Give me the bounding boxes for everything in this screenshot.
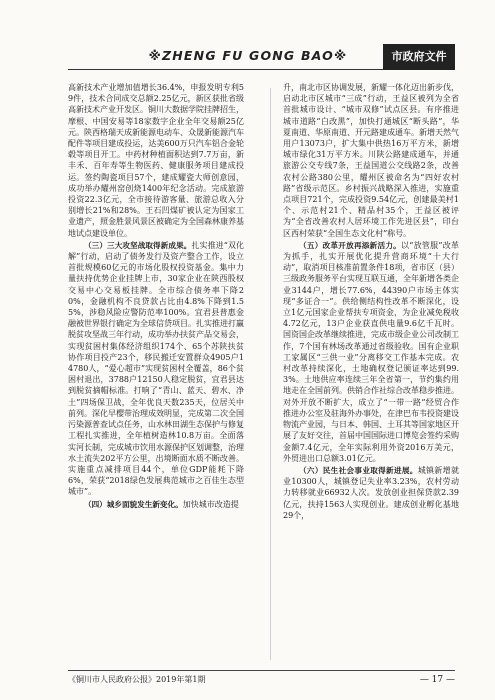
subheading: （五）改革开放再添新活力。 — [299, 240, 402, 250]
journal-title: ※ZHENG FU GONG BAO※ — [148, 48, 348, 63]
subheading: （四）城乡面貌发生新变化。 — [84, 499, 183, 509]
paragraph — [68, 240, 244, 498]
left-column — [68, 82, 244, 511]
paragraph-text: 加快城市改造提 — [182, 499, 239, 509]
paragraph: 升，南北市区协调发展，新耀一体化迈出新步伐，启动北市区城市“三成”行动，王益区被列为全省首批城市设计、“城市双修”试点区县。有序推进城市道路“白改黑”，加快打通城区“断头路”，华夏南道、华原南道、开元路建成通车。新增天然气用户13073户，扩大集中供热16万平方米，新增城市绿化31万平方米。川陕公路建成通车，并通旅游公交专线7条，王益国道公交线路2条，改善农村公路380公里，耀州区被命名为“四好农村路”省级示范区。乡村振兴战略深入推进，实施重点项目721个，完成投资9.54亿元，创建最美村1个、示范村21个、精品村35个，王益区被评为“全省改善农村人居环境工作先进区县”，印台区西村荣获“全国生态文化村”称号。 — [283, 83, 459, 238]
paragraph — [283, 465, 459, 521]
page-footer — [68, 670, 455, 684]
right-column — [283, 82, 459, 522]
page-header — [68, 44, 455, 70]
subheading: （六）民生社会事业取得新进展。 — [299, 465, 418, 475]
paragraph-text: 以“放管服”改革为抓手，扎实开展优化提升营商环境“十大行动”，取消项目核准前置条件18项，省市区（县）三级政务服务平台实现互联互通，全年新增各类企业3144户，增长77.6%，44390户市场主体实现“多证合一”。供给侧结构性改革不断深化，设立1亿元国家企业帮扶专项资金，为企业减免税收4.72亿元，13户企业获直供电量9.6亿千瓦时。国资国企改革继续推进，完成市级企业公司改制工作，7个国有林场改革通过省级验收。国有企业职工家属区“三供一业”分离移交工作基本完成。农村改革持续深化，土地确权登记颁证率达到99.3%。土地供应率连续三年全省第一，节约集约用地走在全国前列。供销合作社综合改革稳步推进。对外开放不断扩大，成立了“一带一路”经贸合作推进办公室及驻海外办事处，在津巴布韦投资建设物流产业园，与日本、韩国、土耳其等国家地区开展了友好交往，首届中国国际进口博览会签约采购金额7.4亿元，全年实际利用外资2016万美元，外贸进出口总额3.01亿元。 — [283, 240, 459, 463]
page-number: — 17 — — [419, 675, 455, 685]
paragraph: 高新技术产业增加值增长36.4%，申报发明专利59件，技术合同成交总额2.25亿元，新区获批省级高新技术产业开发区。铜川大数据学院挂牌招生，摩根、中国安易等18家数字企业全年交易额25亿元。陕西格瑞天成新能源电动车、众晟新能源汽车配件等项目建成投运，达美600万只汽车铝合金轮毂等项目开工。中药材种植面积达到7.7万亩，新丰禾、百年寿等生物医药、健康服务项目建成投运。签约陶瓷项目57个，建成耀瓷大师创意园，成功举办耀州窑创烧1400年纪念活动。完成旅游投资22.3亿元，全市接待游客量、旅游总收入分别增长21%和28%。王石凹煤矿被认定为国家工业遗产，照金胜景风景区被确定为全国森林康养基地试点建设单位。 — [68, 83, 244, 238]
column-divider — [270, 88, 271, 660]
section-tab: 市政府文件 — [383, 44, 455, 70]
subheading: （三）三大攻坚战取得新成果。 — [84, 240, 192, 250]
paragraph-text: 城镇新增就业10300人，城镇登记失业率3.23%，农村劳动力转移就业66932人次。发放创业担保贷款2.39亿元，扶持1563人实现创业。建成创业孵化基地29个， — [283, 465, 460, 520]
paragraph-text: 扎实推进“双化解”行动，启动了债务发行及资产整合工作，设立首批规模60亿元的市场化股权投资基金。集中力量扶持优势企业挂牌上市，30家企业在陕西股权交易中心交易板挂牌。全市综合债务率下降20%，金融机构不良贷款占比由4.8%下降到1.55%，涉稳风险应警防范率100%。宜君县普惠金融被世界银行确定为全球信贷项目。扎实推进打赢脱贫攻坚战三年行动，成功举办扶贫产品交易会，实现贫困村集体经济组织174个、65个苏陕扶贫协作项目投产23个，移民搬迁安置群众4905户14780人，“爱心超市”实现贫困村全覆盖，86个贫困村退出，3788户12150人稳定脱贫，宜君县达到脱贫摘帽标准。打响了“青山、蓝天、碧水、净土”四场保卫战，全年优良天数235天，位居关中前列。深化早樱带治理成效明显，完成第二次全国污染源普查试点任务，山水林田湖生态保护与修复工程扎实推进，全年植树造林10.8万亩。全面落实河长制，完成城市饮用水源保护区划调整，治理水土流失202平方公里，出境断面水质不断改善。实施重点减排项目44个，单位GDP能耗下降6%，荣获“2018绿色发展典范城市之百佳生态型城市”。 — [68, 240, 245, 497]
publication-source: 《铜川市人民政府公报》2019年第1期 — [68, 675, 206, 684]
paragraph — [68, 499, 244, 510]
paragraph — [283, 240, 459, 464]
